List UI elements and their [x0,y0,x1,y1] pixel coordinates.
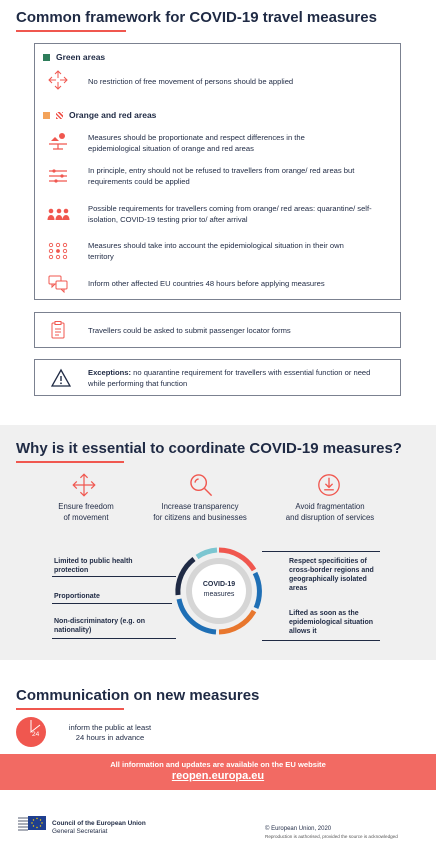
goal-line2: of movement [63,513,109,522]
dot-grid-icon [45,241,71,261]
goal-line1: Ensure freedom [58,502,114,511]
orange-item-text: Measures should take into account the epidemiological situation in their own territory [88,241,344,261]
orange-item-row [45,273,71,293]
chat-bubbles-icon [45,273,71,293]
goal-transparency [140,501,260,523]
green-item-text: No restriction of free movement of persons should be applied [88,77,294,86]
arrows-out-icon [72,473,96,497]
council-subtitle: General Secretariat [52,828,108,835]
exceptions-row [48,368,74,388]
orange-item-row [45,166,71,186]
section1-title-rule [16,30,126,32]
green-square-icon [43,54,50,61]
connector-line [262,640,380,641]
communication-text [55,723,165,743]
orange-item-text: In principle, entry should not be refused to travellers from orange/ red areas but requirements could be applied [88,166,355,186]
locator-text: Travellers could be asked to submit passenger locator forms [88,326,291,335]
property-label: Respect specificities of cross-border regions and geographically isolated areas [289,558,374,592]
hours-badge-icon [16,717,46,747]
locator-row [45,320,71,340]
exceptions-label: Exceptions: [88,368,132,377]
communication-line1: inform the public at least [68,723,152,732]
goal-fragmentation [272,501,388,523]
form-clipboard-icon [45,320,71,340]
property-label: Lifted as soon as the epidemiological situation allows it [289,610,374,635]
shield-icon [317,473,341,497]
hours-badge-number: 24 [32,731,40,738]
website-link[interactable]: reopen.europa.eu [171,770,265,782]
orange-item-row [45,131,71,151]
goal-icon-wrap [317,473,341,502]
ring-center-label [189,580,249,600]
banner-text: All information and updates are available on the EU website [110,760,326,769]
website-banner [0,754,436,790]
property-label: Proportionate [54,593,100,600]
section3-title-rule [16,708,124,710]
people-icon [45,204,71,224]
property-label: Limited to public health protection [54,558,133,574]
warning-icon [48,368,74,388]
orange-item-text: Possible requirements for travellers coming from orange/ red areas: quarantine/ self-isolation, COVID-19 testing prior to/ after arrival [88,204,372,224]
section2-title-rule [16,461,124,463]
section1-title: Common framework for COVID-19 travel measures [16,9,377,26]
orange-red-heading [43,110,156,120]
section3-title: Communication on new measures [16,687,260,704]
magnifier-icon [188,472,214,498]
green-item-row [45,70,71,90]
communication-line2: 24 hours in advance [75,733,145,742]
property-label: Non-discriminatory (e.g. on nationality) [54,618,146,634]
connector-line [52,576,176,577]
ring-center-line1: COVID-19 [202,581,236,588]
council-name: Council of the European Union [52,820,146,827]
section2-title: Why is it essential to coordinate COVID-19 measures? [16,440,402,457]
connector-line [262,551,380,552]
connector-line [52,638,176,639]
goal-line1: Increase transparency [161,502,239,511]
exceptions-text [88,367,388,389]
orange-item-text: Inform other affected EU countries 48 hours before applying measures [88,279,325,288]
copyright-text [265,826,398,840]
goal-icon-wrap [72,473,96,502]
entry-lines-icon [45,166,71,186]
council-text [52,820,146,836]
ring-center-line2: measures [203,591,235,598]
reproduction-line: Reproduction is authorised, provided the source is acknowledged [265,834,398,839]
goal-icon-wrap [188,472,214,503]
arrows-out-icon [45,70,71,90]
red-hatched-square-icon [56,112,63,119]
council-logo [16,812,48,834]
scales-icon [45,131,71,151]
goal-line1: Avoid fragmentation [295,502,365,511]
orange-red-label: Orange and red areas [69,110,157,120]
connector-line [52,603,172,604]
exceptions-body: no quarantine requirement for travellers with essential function or need while performing that function [88,368,371,388]
orange-square-icon [43,112,50,119]
goal-freedom [36,501,136,523]
goal-line2: for citizens and businesses [153,513,247,522]
goal-line2: and disruption of services [285,513,375,522]
orange-item-row [45,204,71,224]
green-areas-label: Green areas [56,52,106,62]
orange-item-text: Measures should be proportionate and respect differences in the epidemiological situation of orange and red areas [88,133,305,153]
orange-item-row [45,241,71,261]
green-areas-heading [43,52,105,62]
copyright-line: © European Union, 2020 [265,826,332,832]
